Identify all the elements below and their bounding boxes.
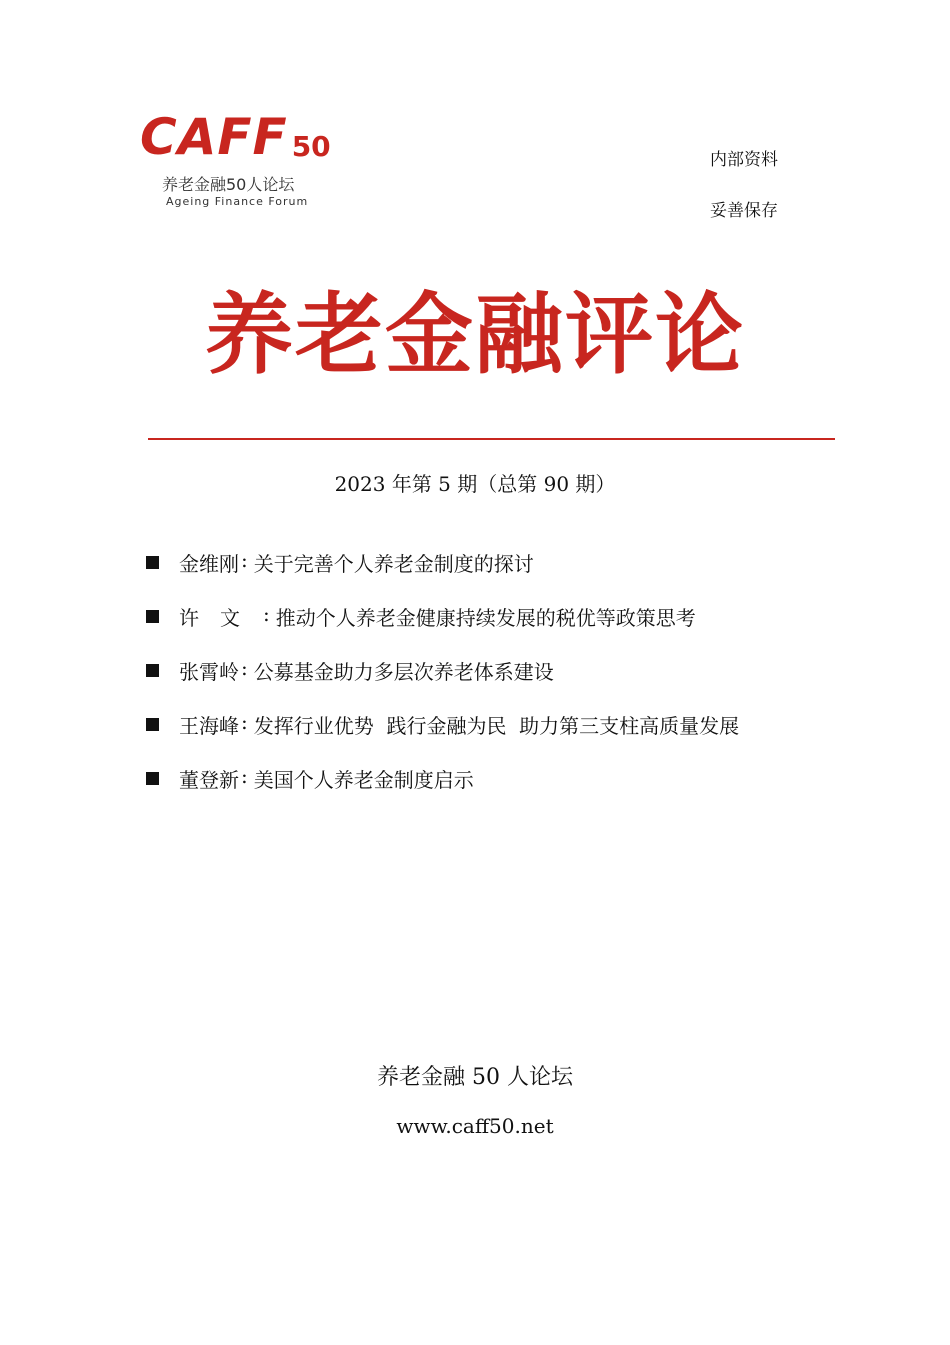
article-item — [146, 656, 886, 710]
article-list — [146, 548, 886, 818]
title-divider — [148, 438, 835, 440]
article-separator: : — [241, 710, 248, 734]
footer-organization: 养老金融 50 人论坛 — [377, 1065, 573, 1090]
bullet-square-icon — [146, 664, 159, 677]
logo-wordmark — [140, 108, 331, 166]
article-item — [146, 602, 886, 656]
article-author: 许文 — [179, 606, 261, 630]
article-item — [146, 764, 886, 818]
bullet-square-icon — [146, 772, 159, 785]
article-title: 关于完善个人养老金制度的探讨 — [253, 552, 534, 576]
logo-mark-text: CAFF — [140, 108, 288, 166]
article-separator: : — [241, 548, 248, 572]
logo-chinese-name: 养老金融50人论坛 — [162, 175, 295, 194]
bullet-square-icon — [146, 718, 159, 731]
confidential-label-keep-safe: 妥善保存 — [710, 201, 778, 221]
article-title: 美国个人养老金制度启示 — [253, 768, 474, 792]
article-separator: : — [241, 656, 248, 680]
bullet-square-icon — [146, 556, 159, 569]
article-title: 推动个人养老金健康持续发展的税优等政策思考 — [275, 606, 696, 630]
footer-website-link[interactable]: www.caff50.net — [396, 1114, 554, 1138]
bullet-square-icon — [146, 610, 159, 623]
issue-number: 2023 年第 5 期（总第 90 期） — [334, 472, 616, 496]
logo-mark-number: 50 — [291, 130, 331, 163]
article-author: 王海峰 — [179, 714, 239, 738]
publication-title: 养老金融评论 — [204, 282, 745, 386]
caff50-logo — [140, 108, 340, 212]
article-item — [146, 548, 886, 602]
article-separator: : — [263, 602, 270, 626]
article-item — [146, 710, 886, 764]
article-title: 公募基金助力多层次养老体系建设 — [253, 660, 554, 684]
article-title: 发挥行业优势 践行金融为民 助力第三支柱高质量发展 — [253, 714, 740, 738]
confidential-label-internal: 内部资料 — [710, 150, 778, 170]
article-author: 张霄岭 — [179, 660, 239, 684]
logo-english-name: Ageing Finance Forum — [166, 195, 309, 208]
article-author: 金维刚 — [179, 552, 239, 576]
article-separator: : — [241, 764, 248, 788]
article-author: 董登新 — [179, 768, 239, 792]
